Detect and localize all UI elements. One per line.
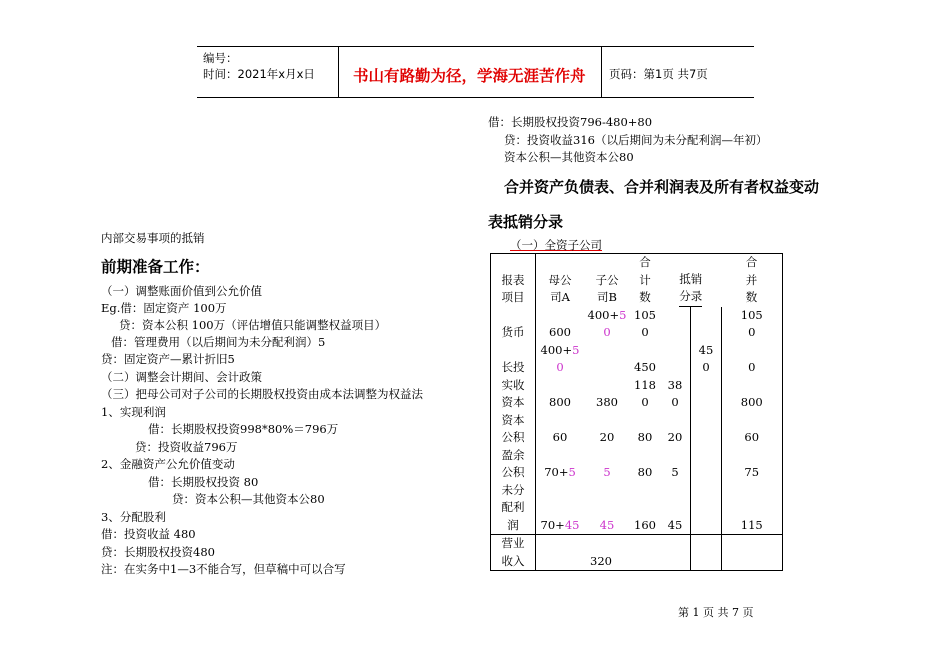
cell: 公积 bbox=[501, 430, 525, 444]
revenue-item bbox=[491, 535, 536, 571]
left-line: 贷：资本公积 100万（评估增值只能调整权益项目） bbox=[119, 318, 387, 332]
left-line: （二）调整会计期间、会计政策 bbox=[101, 370, 262, 384]
revenue-merged bbox=[722, 535, 783, 571]
cell: 0 bbox=[748, 360, 756, 374]
cell: 600 bbox=[549, 325, 571, 339]
sub-column bbox=[584, 307, 630, 535]
table-subheading bbox=[510, 237, 602, 254]
cell: 800 bbox=[740, 395, 763, 409]
cell: 75 bbox=[744, 465, 760, 479]
col-item-header bbox=[491, 254, 536, 307]
cell: 105 bbox=[740, 307, 763, 322]
left-line: Eg.借：固定资产 100万 bbox=[101, 301, 227, 315]
cell: 800 bbox=[549, 395, 571, 409]
header-text: 并 bbox=[745, 272, 758, 287]
left-line: 借：长期股权投资998*80%＝796万 bbox=[148, 422, 339, 436]
cell: 实收 bbox=[501, 377, 525, 392]
page-header bbox=[197, 46, 754, 98]
left-line: 贷：投资收益796万 bbox=[135, 440, 238, 454]
left-line: （一）调整账面价值到公允价值 bbox=[101, 284, 262, 298]
cell: 70+45 bbox=[540, 517, 580, 532]
cell: 80 bbox=[637, 430, 653, 444]
elim-credit-column bbox=[691, 307, 722, 535]
header-text: 数 bbox=[745, 290, 758, 304]
cell: 60 bbox=[744, 430, 760, 444]
page-label: 页码：第1页 共7页 bbox=[609, 67, 708, 81]
cell: 80 bbox=[637, 465, 653, 479]
header-text: 抵销 bbox=[679, 271, 703, 286]
left-line: 注：在实务中1—3不能合写，但草稿中可以合写 bbox=[101, 562, 346, 576]
section-title: 内部交易事项的抵销 bbox=[101, 231, 205, 245]
left-line: 借：管理费用（以后期间为未分配利润）5 bbox=[111, 335, 326, 349]
cell: 0 bbox=[603, 325, 611, 339]
consolidation-table bbox=[490, 253, 783, 571]
left-line: 贷：资本公积—其他资本公80 bbox=[172, 492, 325, 506]
right-heading-2: 表抵销分录 bbox=[488, 213, 564, 231]
right-heading-1: 合并资产负债表、合并利润表及所有者权益变动 bbox=[504, 178, 820, 196]
cell: 润 bbox=[507, 517, 519, 532]
left-line: 借：投资收益 480 bbox=[101, 527, 196, 541]
elim-underline bbox=[660, 288, 722, 307]
header-text: 分录 bbox=[679, 288, 702, 307]
left-line: 2、金融资产公允价值变动 bbox=[101, 457, 235, 471]
cell: 450 bbox=[634, 360, 656, 374]
cell: 38 bbox=[667, 377, 683, 392]
cell: 45 bbox=[698, 342, 714, 357]
number-label: 编号： bbox=[203, 51, 238, 65]
merged-column bbox=[722, 307, 783, 535]
cell: 105 bbox=[634, 307, 656, 322]
elim-debit-column bbox=[660, 307, 691, 535]
cell: 20 bbox=[667, 430, 683, 444]
header-text: 母公 bbox=[548, 272, 572, 287]
header-text: 计 bbox=[639, 272, 651, 287]
cell: 未分 bbox=[501, 482, 525, 497]
revenue-elim-cr bbox=[691, 535, 722, 571]
revenue-row bbox=[491, 535, 783, 571]
cell: 收入 bbox=[501, 553, 525, 568]
subheading-text: （一）全资子公司 bbox=[510, 238, 602, 252]
left-line: 3、分配股利 bbox=[101, 510, 166, 524]
left-line: （三）把母公司对子公司的长期股权投资由成本法调整为权益法 bbox=[101, 387, 423, 401]
cell: 400+5 bbox=[587, 307, 627, 322]
col-elim-header bbox=[660, 254, 722, 307]
header-motto-cell bbox=[338, 47, 602, 97]
header-text: 项目 bbox=[501, 290, 525, 304]
total-column bbox=[630, 307, 660, 535]
header-text: 合 bbox=[745, 255, 758, 269]
cell: 资本 bbox=[501, 412, 525, 427]
left-heading: 前期准备工作： bbox=[101, 258, 210, 276]
header-left-cell bbox=[197, 47, 338, 97]
cell: 0 bbox=[556, 360, 564, 374]
col-sub-header bbox=[584, 254, 630, 307]
right-line: 资本公积—其他资本公80 bbox=[504, 150, 634, 164]
left-line: 贷：固定资产—累计折旧5 bbox=[101, 352, 235, 366]
col-merged-header bbox=[722, 254, 783, 307]
item-column bbox=[491, 307, 536, 535]
header-text: 合 bbox=[639, 255, 651, 269]
cell: 长投 bbox=[501, 360, 525, 374]
cell: 0 bbox=[748, 325, 756, 339]
left-line: 贷：长期股权投资480 bbox=[101, 545, 215, 559]
cell: 0 bbox=[671, 395, 679, 409]
header-text: 子公 bbox=[595, 272, 619, 287]
parent-column bbox=[536, 307, 585, 535]
left-line: 1、实现利润 bbox=[101, 405, 166, 419]
header-text: 司B bbox=[597, 290, 617, 304]
cell: 45 bbox=[667, 517, 683, 532]
header-text: 数 bbox=[639, 290, 651, 304]
cell: 营业 bbox=[501, 536, 525, 550]
table-body bbox=[491, 307, 783, 535]
cell: 0 bbox=[641, 325, 649, 339]
motto: 书山有路勤为径，学海无涯苦作舟 bbox=[353, 67, 586, 85]
cell: 公积 bbox=[501, 465, 525, 479]
cell: 118 bbox=[634, 377, 656, 392]
header-text: 报表 bbox=[501, 272, 525, 287]
cell: 380 bbox=[596, 395, 618, 409]
header-text: 司A bbox=[550, 290, 570, 304]
cell: 5 bbox=[603, 465, 611, 479]
cell: 资本 bbox=[501, 395, 525, 409]
cell: 0 bbox=[702, 360, 710, 374]
cell: 115 bbox=[740, 517, 763, 532]
left-line: 借：长期股权投资 80 bbox=[148, 475, 259, 489]
header-right-cell bbox=[601, 47, 754, 97]
cell: 0 bbox=[641, 395, 649, 409]
cell: 货币 bbox=[501, 325, 525, 339]
right-line: 借：长期股权投资796-480+80 bbox=[488, 115, 653, 129]
cell: 20 bbox=[599, 430, 615, 444]
cell: 60 bbox=[552, 430, 568, 444]
cell: 5 bbox=[671, 465, 679, 479]
col-total-header bbox=[630, 254, 660, 307]
right-line: 贷：投资收益316（以后期间为未分配利润—年初） bbox=[504, 133, 768, 147]
revenue-sub bbox=[536, 535, 691, 571]
page-footer: 第 1 页 共 7 页 bbox=[678, 606, 754, 619]
col-parent-header bbox=[536, 254, 585, 307]
time-label: 时间：2021年x月x日 bbox=[203, 67, 315, 81]
table-header-row bbox=[491, 254, 783, 307]
cell: 配利 bbox=[501, 500, 525, 514]
cell: 160 bbox=[634, 517, 656, 532]
cell: 70+5 bbox=[544, 465, 576, 479]
cell: 盈余 bbox=[501, 447, 525, 462]
cell: 320 bbox=[590, 553, 612, 568]
cell: 400+5 bbox=[540, 342, 580, 357]
cell: 45 bbox=[599, 517, 615, 532]
